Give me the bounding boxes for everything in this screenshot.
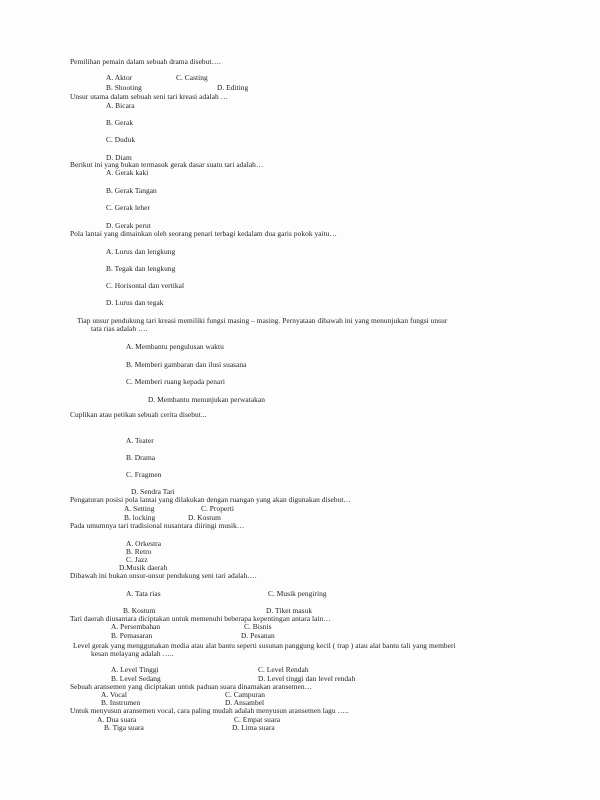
option-q12-b: B. Instrumen: [101, 698, 141, 707]
question-11-line-1: Level gerak yang menggunakan media atau alat bantu seperti susunan panggung kecil ( trap ) atau alat bantu tali yang memberi: [73, 641, 456, 650]
question-3: Berikut ini yang bukan termasuk gerak dasar suatu tari adalah…: [70, 160, 264, 169]
option-q9-d: D. Tiket masuk: [266, 606, 313, 615]
option-q5-c: C. Memberi ruang kepada penari: [126, 377, 225, 386]
option-q9-a: A. Tata rias: [126, 589, 161, 598]
question-4: Pola lantai yang dimainkan oleh seorang penari terbagi kedalam dua garis pokok yaitu…: [70, 229, 337, 238]
option-q8-c: C. Jazz: [126, 555, 148, 564]
option-q10-d: D. Pesanan: [241, 631, 275, 640]
option-q9-b: B. Kostum: [123, 606, 156, 615]
option-q5-a: A. Membantu pengulusan waktu: [126, 342, 224, 351]
question-9: Dibawah ini bukan unsur-unsur pendukung seni tari adalah….: [70, 571, 257, 580]
option-q13-c: C. Empat suara: [234, 715, 281, 724]
option-q2-b: B. Gerak: [106, 118, 134, 127]
option-q3-d: D. Gerak perut: [106, 221, 151, 230]
option-q8-d: D.Musik daerah: [119, 563, 168, 572]
option-q6-c: C. Fragmen: [126, 470, 162, 479]
option-q3-a: A. Gerak kaki: [106, 168, 149, 177]
option-q2-a: A. Bicara: [106, 101, 135, 110]
question-2: Unsur utama dalam sebuah seni tari kreasi adalah …: [70, 92, 229, 101]
question-12: Sebuah aransemen yang diciptakan untuk paduan suara dinamakan aransemen…: [70, 682, 313, 691]
option-q12-d: D. Ansambel: [225, 698, 265, 707]
option-q11-a: A. Level Tinggi: [111, 665, 159, 674]
question-7: Pengaturan posisi pola lantai yang dilakukan dengan ruangan yang akan digunakan disebut…: [70, 495, 351, 504]
option-q1-d: D. Editing: [217, 83, 249, 92]
option-q4-b: B. Tegak dan lengkung: [106, 264, 176, 273]
option-q5-d: D. Membantu menunjukan perwatakan: [148, 395, 265, 404]
option-q10-b: B. Pemasaran: [111, 631, 153, 640]
option-q10-c: C. Bisnis: [244, 622, 272, 631]
option-q13-b: B. Tiga suara: [104, 723, 144, 732]
option-q8-b: B. Retro: [126, 547, 152, 556]
option-q6-a: A. Teater: [126, 436, 154, 445]
option-q4-c: C. Horisontal dan vertikal: [106, 281, 185, 290]
option-q6-d: D. Sendra Tari: [131, 487, 175, 496]
option-q4-d: D. Lurus dan tegak: [106, 298, 164, 307]
option-q12-a: A. Vocal: [101, 690, 127, 699]
option-q7-a: A. Setting: [124, 504, 155, 513]
option-q1-b: B. Shooting: [106, 83, 142, 92]
option-q11-c: C. Level Rendah: [258, 665, 309, 674]
option-q3-b: B. Gerak Tangan: [106, 186, 157, 195]
question-8: Pada umumnya tari tradisional nusantara diiringi musik…: [70, 521, 245, 530]
question-5-line-1: Tiap unsur pendukung tari kreasi memiliki fungsi masing – masing. Pernyataan dibawah ini yang menunjukan fungsi unsur: [77, 316, 448, 325]
option-q7-b: B. locking: [124, 513, 156, 522]
option-q7-d: D. Kostum: [188, 513, 221, 522]
question-11-line-2: kesan melayang adalah …..: [91, 649, 174, 658]
option-q1-c: C. Casting: [176, 73, 208, 82]
option-q2-d: D. Diam: [106, 153, 132, 162]
option-q9-c: C. Musik pengiring: [268, 589, 327, 598]
option-q6-b: B. Drama: [126, 453, 156, 462]
option-q7-c: C. Properti: [201, 504, 234, 513]
option-q2-c: C. Duduk: [106, 135, 136, 144]
question-13: Untuk menyusun aransemen vocal, cara paling mudah adalah menyusun aransemen lagu …..: [70, 706, 349, 715]
question-5-line-2: tata rias adalah ….: [91, 324, 148, 333]
option-q10-a: A. Persembahan: [111, 622, 161, 631]
option-q13-a: A. Dua suara: [97, 715, 137, 724]
option-q8-a: A. Orkestra: [126, 539, 162, 548]
question-1: Pemilihan pemain dalam sebuah drama disebut….: [70, 57, 221, 66]
option-q5-b: B. Memberi gambaran dan ilusi suasana: [126, 360, 247, 369]
option-q1-a: A. Aktor: [106, 73, 133, 82]
question-6: Cuplikan atau petikan sebuah cerita disebut...: [70, 410, 207, 419]
option-q12-c: C. Campuran: [225, 690, 265, 699]
option-q11-b: B. Level Sedang: [111, 674, 161, 683]
option-q4-a: A. Lurus dan lengkung: [106, 247, 176, 256]
option-q3-c: C. Gerak leher: [106, 203, 150, 212]
option-q11-d: D. Level tinggi dan level rendah: [258, 674, 356, 683]
question-10: Tari daerah diusantara diciptakan untuk memenuhi beberapa kepentingan antara lain…: [70, 614, 331, 623]
option-q13-d: D. Lima suara: [232, 723, 275, 732]
